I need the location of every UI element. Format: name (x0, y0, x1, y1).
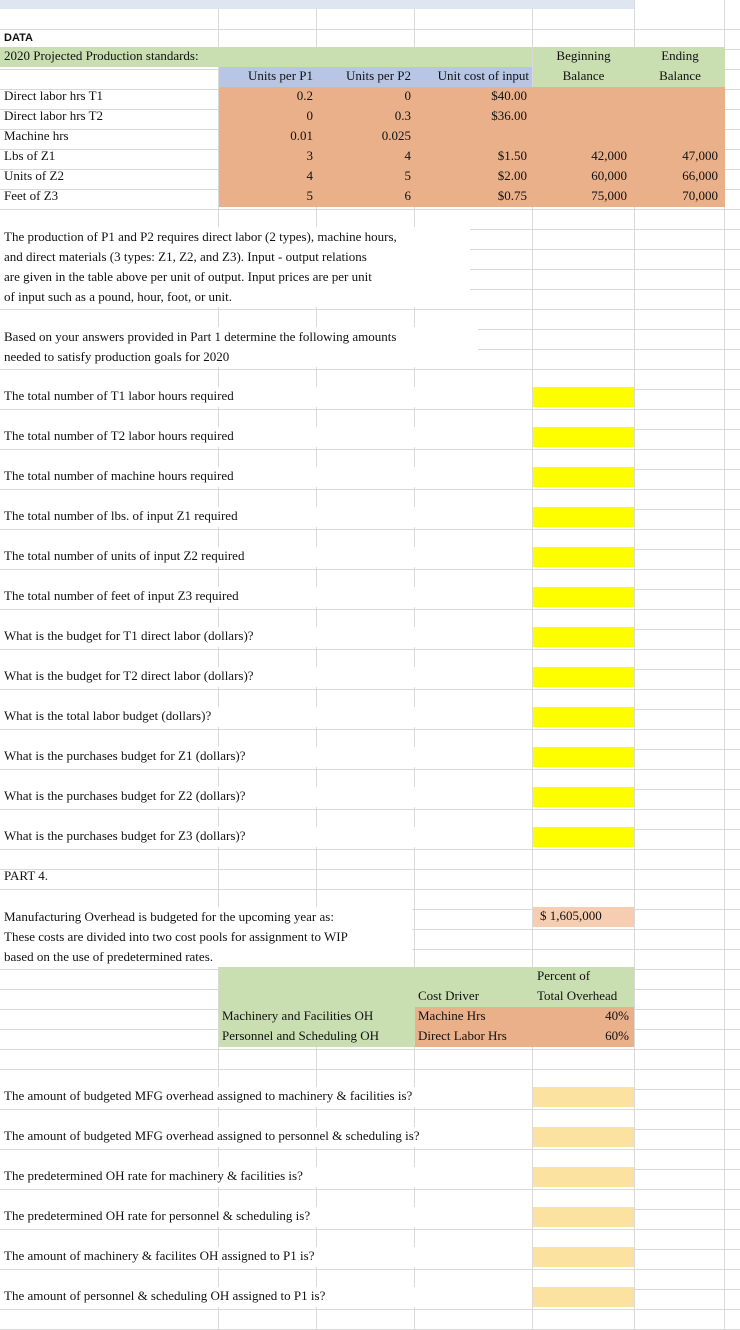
intro-line: Manufacturing Overhead is budgeted for the upcoming year as: (4, 909, 334, 924)
pool-name: Machinery and Facilities OH (222, 1008, 374, 1023)
question-text: The predetermined OH rate for machinery & facilities is? (4, 1168, 303, 1183)
answer-cell[interactable] (533, 827, 634, 847)
question-text: The total number of T2 labor hours required (4, 428, 234, 443)
cell-p2: 4 (404, 148, 411, 163)
cell-p1: 3 (306, 148, 313, 163)
data-label: DATA (4, 32, 33, 44)
answer-cell[interactable] (533, 1207, 634, 1227)
cell-p2: 0.3 (394, 108, 411, 123)
row-label: Feet of Z3 (4, 188, 59, 203)
description-line: are given in the table above per unit of output. Input prices are per unit (4, 269, 372, 284)
answer-cell[interactable] (533, 427, 634, 447)
question-text: The amount of personnel & scheduling OH assigned to P1 is? (4, 1288, 326, 1303)
cell-cost: $0.75 (497, 188, 527, 203)
cell-cost: $1.50 (497, 148, 527, 163)
question-text: What is the total labor budget (dollars)? (4, 708, 212, 723)
cell-end: 47,000 (682, 148, 718, 163)
answer-cell[interactable] (533, 747, 634, 767)
header-end-2: Balance (659, 68, 701, 83)
intro-line: based on the use of predetermined rates. (4, 949, 214, 964)
row-label: Units of Z2 (4, 168, 64, 183)
answer-cell[interactable] (533, 507, 634, 527)
cell-begin: 75,000 (591, 188, 627, 203)
standards-title: 2020 Projected Production standards: (4, 48, 199, 63)
answer-cell[interactable] (533, 587, 634, 607)
pool-header-pct-1: Percent of (537, 968, 591, 983)
answer-cell[interactable] (533, 667, 634, 687)
question-text: What is the budget for T2 direct labor (dollars)? (4, 668, 254, 683)
header-begin-1: Beginning (556, 48, 611, 63)
question-text: What is the purchases budget for Z1 (dollars)? (4, 748, 246, 763)
header-begin-2: Balance (562, 68, 605, 83)
question-text: The total number of feet of input Z3 required (4, 588, 239, 603)
question-text: The amount of budgeted MFG overhead assigned to personnel & scheduling is? (4, 1128, 420, 1143)
question-text: The total number of T1 labor hours required (4, 388, 234, 403)
question-text: What is the purchases budget for Z2 (dollars)? (4, 788, 246, 803)
part4-title: PART 4. (4, 868, 49, 883)
answer-cell[interactable] (533, 1247, 634, 1267)
pool-name: Personnel and Scheduling OH (222, 1028, 380, 1043)
cell-begin: 60,000 (591, 168, 627, 183)
question-text: The total number of lbs. of input Z1 required (4, 508, 238, 523)
question-text: The predetermined OH rate for personnel & scheduling is? (4, 1208, 311, 1223)
cell-p1: 0 (306, 108, 313, 123)
row-label: Machine hrs (4, 128, 69, 143)
instruction-line: Based on your answers provided in Part 1 determine the following amounts (4, 329, 397, 344)
description-line: The production of P1 and P2 requires direct labor (2 types), machine hours, (4, 229, 397, 244)
top-strip (0, 0, 634, 9)
cell-p2: 6 (404, 188, 411, 203)
cell-p2: 0 (404, 88, 411, 103)
instruction-line: needed to satisfy production goals for 2020 (4, 349, 230, 364)
cell-p2: 0.025 (381, 128, 411, 143)
cell-end: 66,000 (682, 168, 718, 183)
question-text: The amount of machinery & facilites OH assigned to P1 is? (4, 1248, 315, 1263)
instructions (0, 327, 478, 367)
part4-intro (0, 907, 412, 967)
answer-cell[interactable] (533, 547, 634, 567)
cell-cost: $40.00 (491, 88, 527, 103)
row-label: Lbs of Z1 (4, 148, 56, 163)
header-cost: Unit cost of input (437, 68, 529, 83)
answer-cell[interactable] (533, 787, 634, 807)
question-text: The total number of units of input Z2 required (4, 548, 245, 563)
pool-driver: Machine Hrs (418, 1008, 486, 1023)
row-label: Direct labor hrs T2 (4, 108, 104, 123)
answer-cell[interactable] (533, 1087, 634, 1107)
header-p2: Units per P2 (346, 68, 411, 83)
answer-cell[interactable] (533, 707, 634, 727)
pool-driver: Direct Labor Hrs (418, 1028, 507, 1043)
cell-cost: $2.00 (497, 168, 527, 183)
question-text: What is the budget for T1 direct labor (dollars)? (4, 628, 254, 643)
pool-header-driver: Cost Driver (418, 988, 480, 1003)
row-label: Direct labor hrs T1 (4, 88, 104, 103)
description-line: and direct materials (3 types: Z1, Z2, and Z3). Input - output relations (4, 249, 367, 264)
answer-cell[interactable] (533, 1127, 634, 1147)
cell-p1: 0.01 (290, 128, 313, 143)
intro-line: These costs are divided into two cost pools for assignment to WIP (4, 929, 348, 944)
description (0, 227, 470, 307)
question-text: The total number of machine hours required (4, 468, 234, 483)
cell-p2: 5 (404, 168, 411, 183)
header-end-1: Ending (661, 48, 699, 63)
pool-pct: 60% (605, 1028, 629, 1043)
cell-p1: 5 (306, 188, 313, 203)
cell-p1: 0.2 (296, 88, 313, 103)
question-text: What is the purchases budget for Z3 (dollars)? (4, 828, 246, 843)
cell-begin: 42,000 (591, 148, 627, 163)
header-p1: Units per P1 (248, 68, 313, 83)
overhead-amount: $ 1,605,000 (540, 908, 602, 923)
pool-pct: 40% (605, 1008, 629, 1023)
answer-cell[interactable] (533, 387, 634, 407)
cell-p1: 4 (306, 168, 313, 183)
description-line: of input such as a pound, hour, foot, or unit. (4, 289, 233, 304)
answer-cell[interactable] (533, 627, 634, 647)
question-text: The amount of budgeted MFG overhead assigned to machinery & facilities is? (4, 1088, 413, 1103)
answer-cell[interactable] (533, 1287, 634, 1307)
pool-header-pct-2: Total Overhead (537, 988, 618, 1003)
answer-cell[interactable] (533, 467, 634, 487)
cell-end: 70,000 (682, 188, 718, 203)
answer-cell[interactable] (533, 1167, 634, 1187)
cell-cost: $36.00 (491, 108, 527, 123)
